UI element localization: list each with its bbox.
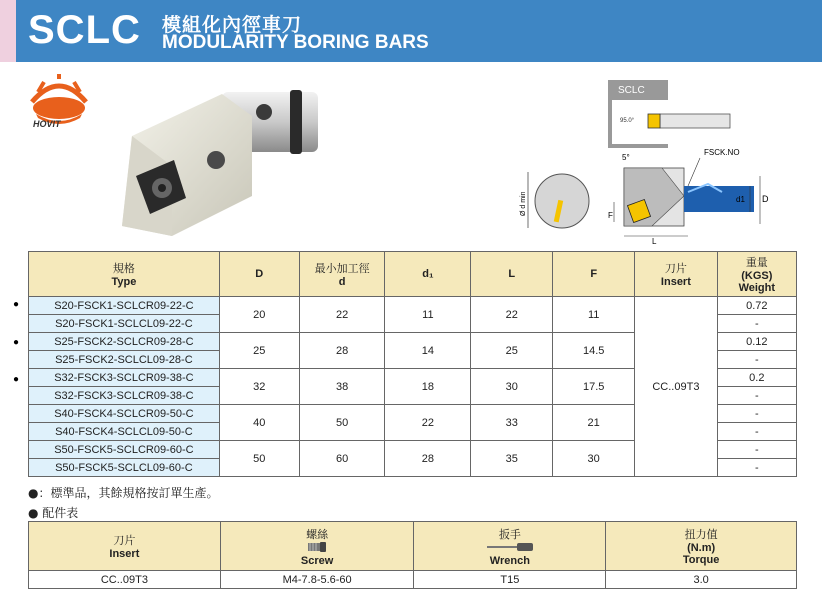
weight-cell: 0.72: [717, 297, 796, 315]
accessories-header-row: [29, 522, 797, 571]
type-cell: S20-FSCK1-SCLCR09-22-C: [29, 297, 220, 315]
type-cell: S40-FSCK4-SCLCR09-50-C: [29, 405, 220, 423]
boring-bar-photo: [112, 76, 332, 246]
weight-cell: -: [717, 423, 796, 441]
acc-insert-cell: CC..09T3: [29, 571, 221, 589]
wrench-icon: [487, 542, 533, 552]
F-cell: 14.5: [553, 333, 635, 369]
D-cell: 32: [219, 369, 299, 405]
screw-icon: [308, 542, 326, 552]
weight-cell: -: [717, 405, 796, 423]
standard-marker: ●: [13, 299, 20, 310]
diagram-label-L: L: [652, 237, 657, 246]
L-cell: 30: [471, 369, 553, 405]
L-cell: 35: [471, 441, 553, 477]
header-D: D: [219, 252, 299, 297]
acc-header-insert: 刀片 Insert: [29, 522, 221, 571]
F-cell: 17.5: [553, 369, 635, 405]
spec-header-row: [29, 252, 797, 297]
diagram-label-dmin: Ø d min: [520, 191, 527, 216]
accessories-title: ● 配件表: [28, 506, 79, 520]
L-cell: 22: [471, 297, 553, 333]
acc-wrench-cell: T15: [414, 571, 606, 589]
header-min-bore: 最小加工徑 d: [299, 252, 385, 297]
D-cell: 40: [219, 405, 299, 441]
diagram-label-D: D: [762, 194, 769, 204]
diagram-label-fsck: FSCK.NO: [704, 148, 740, 157]
weight-cell: 0.2: [717, 369, 796, 387]
type-cell: S25-FSCK2-SCLCR09-28-C: [29, 333, 220, 351]
insert-cell: CC..09T3: [635, 297, 717, 477]
L-cell: 33: [471, 405, 553, 441]
table-row: [29, 297, 797, 315]
logo-text: HOVIT: [33, 119, 61, 129]
min-bore-cell: 50: [299, 405, 385, 441]
header-F: F: [553, 252, 635, 297]
weight-cell: 0.12: [717, 333, 796, 351]
type-cell: S25-FSCK2-SCLCL09-28-C: [29, 351, 220, 369]
min-bore-cell: 60: [299, 441, 385, 477]
diagram-label-sclc: SCLC: [618, 85, 645, 96]
standard-note: ●：標準品，其餘規格按訂單生產。: [28, 486, 219, 500]
diagram-label-d1: d1: [736, 195, 745, 204]
title-english: MODULARITY BORING BARS: [162, 32, 429, 53]
D-cell: 50: [219, 441, 299, 477]
standard-marker: ●: [13, 337, 20, 348]
diagram-angle-95: 95.0°: [620, 118, 635, 124]
diagram-angle-5: 5°: [622, 153, 630, 162]
weight-cell: -: [717, 315, 796, 333]
title-chinese: 模組化內徑車刀: [162, 14, 303, 36]
type-cell: S50-FSCK5-SCLCL09-60-C: [29, 459, 220, 477]
header-L: L: [471, 252, 553, 297]
weight-cell: -: [717, 387, 796, 405]
header-weight: 重量 (KGS) Weight: [717, 252, 796, 297]
d1-cell: 18: [385, 369, 471, 405]
technical-diagram: [512, 76, 772, 246]
type-cell: S50-FSCK5-SCLCR09-60-C: [29, 441, 220, 459]
L-cell: 25: [471, 333, 553, 369]
d1-cell: 28: [385, 441, 471, 477]
acc-header-torque: 扭力值 (N.m) Torque: [606, 522, 797, 571]
weight-cell: -: [717, 441, 796, 459]
F-cell: 21: [553, 405, 635, 441]
header-pink-tab: [0, 0, 16, 62]
d1-cell: 14: [385, 333, 471, 369]
D-cell: 25: [219, 333, 299, 369]
min-bore-cell: 38: [299, 369, 385, 405]
diagram-label-F: F: [608, 211, 613, 220]
F-cell: 11: [553, 297, 635, 333]
standard-marker: ●: [13, 374, 20, 385]
D-cell: 20: [219, 297, 299, 333]
acc-header-screw: 螺絲 Screw: [220, 522, 414, 571]
min-bore-cell: 28: [299, 333, 385, 369]
type-cell: S32-FSCK3-SCLCR09-38-C: [29, 369, 220, 387]
acc-header-wrench: 扳手 Wrench: [414, 522, 606, 571]
acc-torque-cell: 3.0: [606, 571, 797, 589]
type-cell: S32-FSCK3-SCLCR09-38-C: [29, 387, 220, 405]
header-d1: d₁: [385, 252, 471, 297]
d1-cell: 22: [385, 405, 471, 441]
header-insert: 刀片 Insert: [635, 252, 717, 297]
min-bore-cell: 22: [299, 297, 385, 333]
d1-cell: 11: [385, 297, 471, 333]
type-cell: S20-FSCK1-SCLCL09-22-C: [29, 315, 220, 333]
accessories-table: [28, 521, 797, 589]
header-type: 規格 Type: [29, 252, 220, 297]
F-cell: 30: [553, 441, 635, 477]
acc-screw-cell: M4-7.8-5.6-60: [220, 571, 414, 589]
weight-cell: -: [717, 459, 796, 477]
spec-table: [28, 251, 797, 477]
type-cell: S40-FSCK4-SCLCL09-50-C: [29, 423, 220, 441]
weight-cell: -: [717, 351, 796, 369]
product-code: SCLC: [28, 8, 141, 52]
table-row: [29, 571, 797, 589]
